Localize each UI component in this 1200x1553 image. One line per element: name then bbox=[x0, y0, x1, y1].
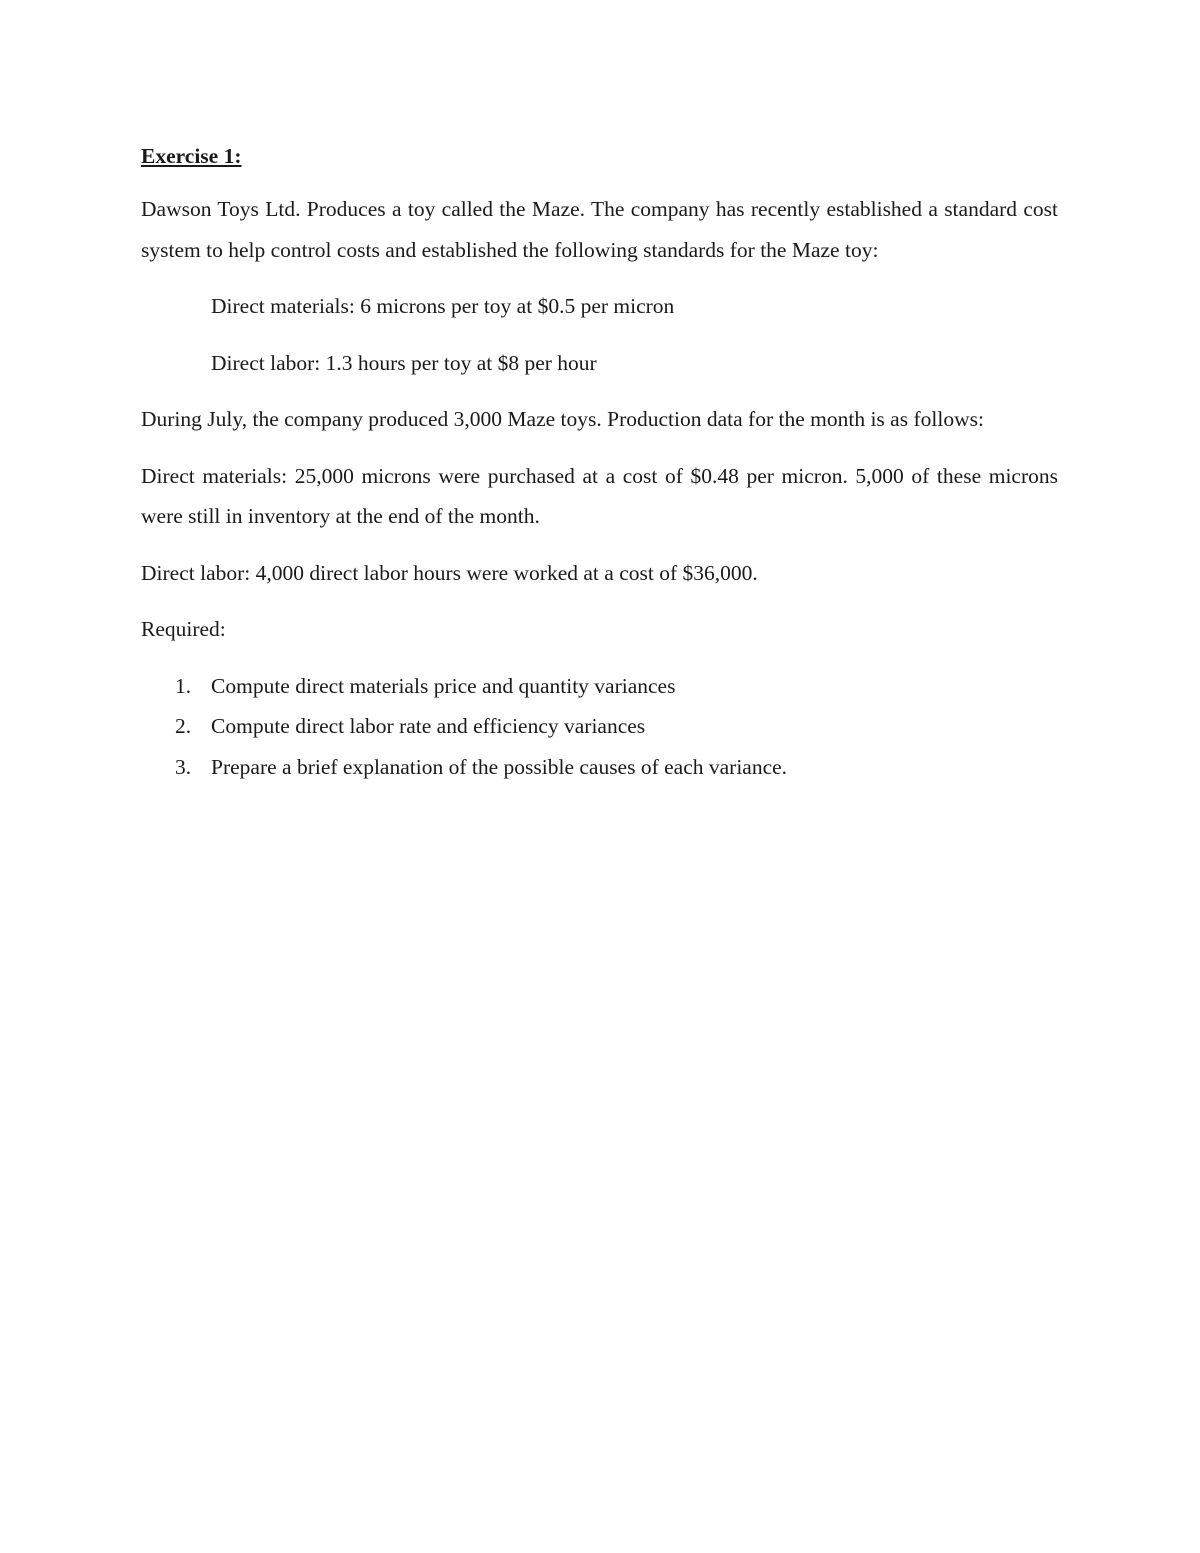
production-paragraph: During July, the company produced 3,000 Maze toys. Production data for the month is as follows: bbox=[141, 407, 984, 431]
list-item bbox=[141, 666, 1058, 707]
list-item-number: 1. bbox=[175, 673, 192, 698]
required-list bbox=[141, 666, 1058, 788]
list-item-number: 2. bbox=[175, 714, 192, 738]
exercise-heading: Exercise 1: bbox=[141, 144, 242, 168]
list-item bbox=[141, 706, 1058, 747]
labor-data-paragraph: Direct labor: 4,000 direct labor hours were worked at a cost of $36,000. bbox=[141, 560, 758, 585]
standard-labor: Direct labor: 1.3 hours per toy at $8 per hour bbox=[211, 350, 597, 375]
required-label: Required: bbox=[141, 617, 226, 641]
document-body bbox=[141, 138, 1058, 787]
list-item-text: Compute direct labor rate and efficiency variances bbox=[211, 714, 646, 738]
list-item-text: Compute direct materials price and quantity variances bbox=[211, 673, 676, 698]
standard-materials: Direct materials: 6 microns per toy at $0.5 per micron bbox=[211, 294, 675, 318]
list-item-text: Prepare a brief explanation of the possible causes of each variance. bbox=[211, 754, 788, 779]
intro-paragraph: Dawson Toys Ltd. Produces a toy called the Maze. The company has recently established a standard cost system to help control costs and established the following standards for the Maze toy: bbox=[141, 197, 1058, 262]
list-item-number: 3. bbox=[175, 754, 192, 779]
materials-data-paragraph: Direct materials: 25,000 microns were purchased at a cost of $0.48 per micron. 5,000 of these microns were still in inventory at the end of the month. bbox=[141, 463, 1058, 528]
list-item bbox=[141, 747, 1058, 788]
